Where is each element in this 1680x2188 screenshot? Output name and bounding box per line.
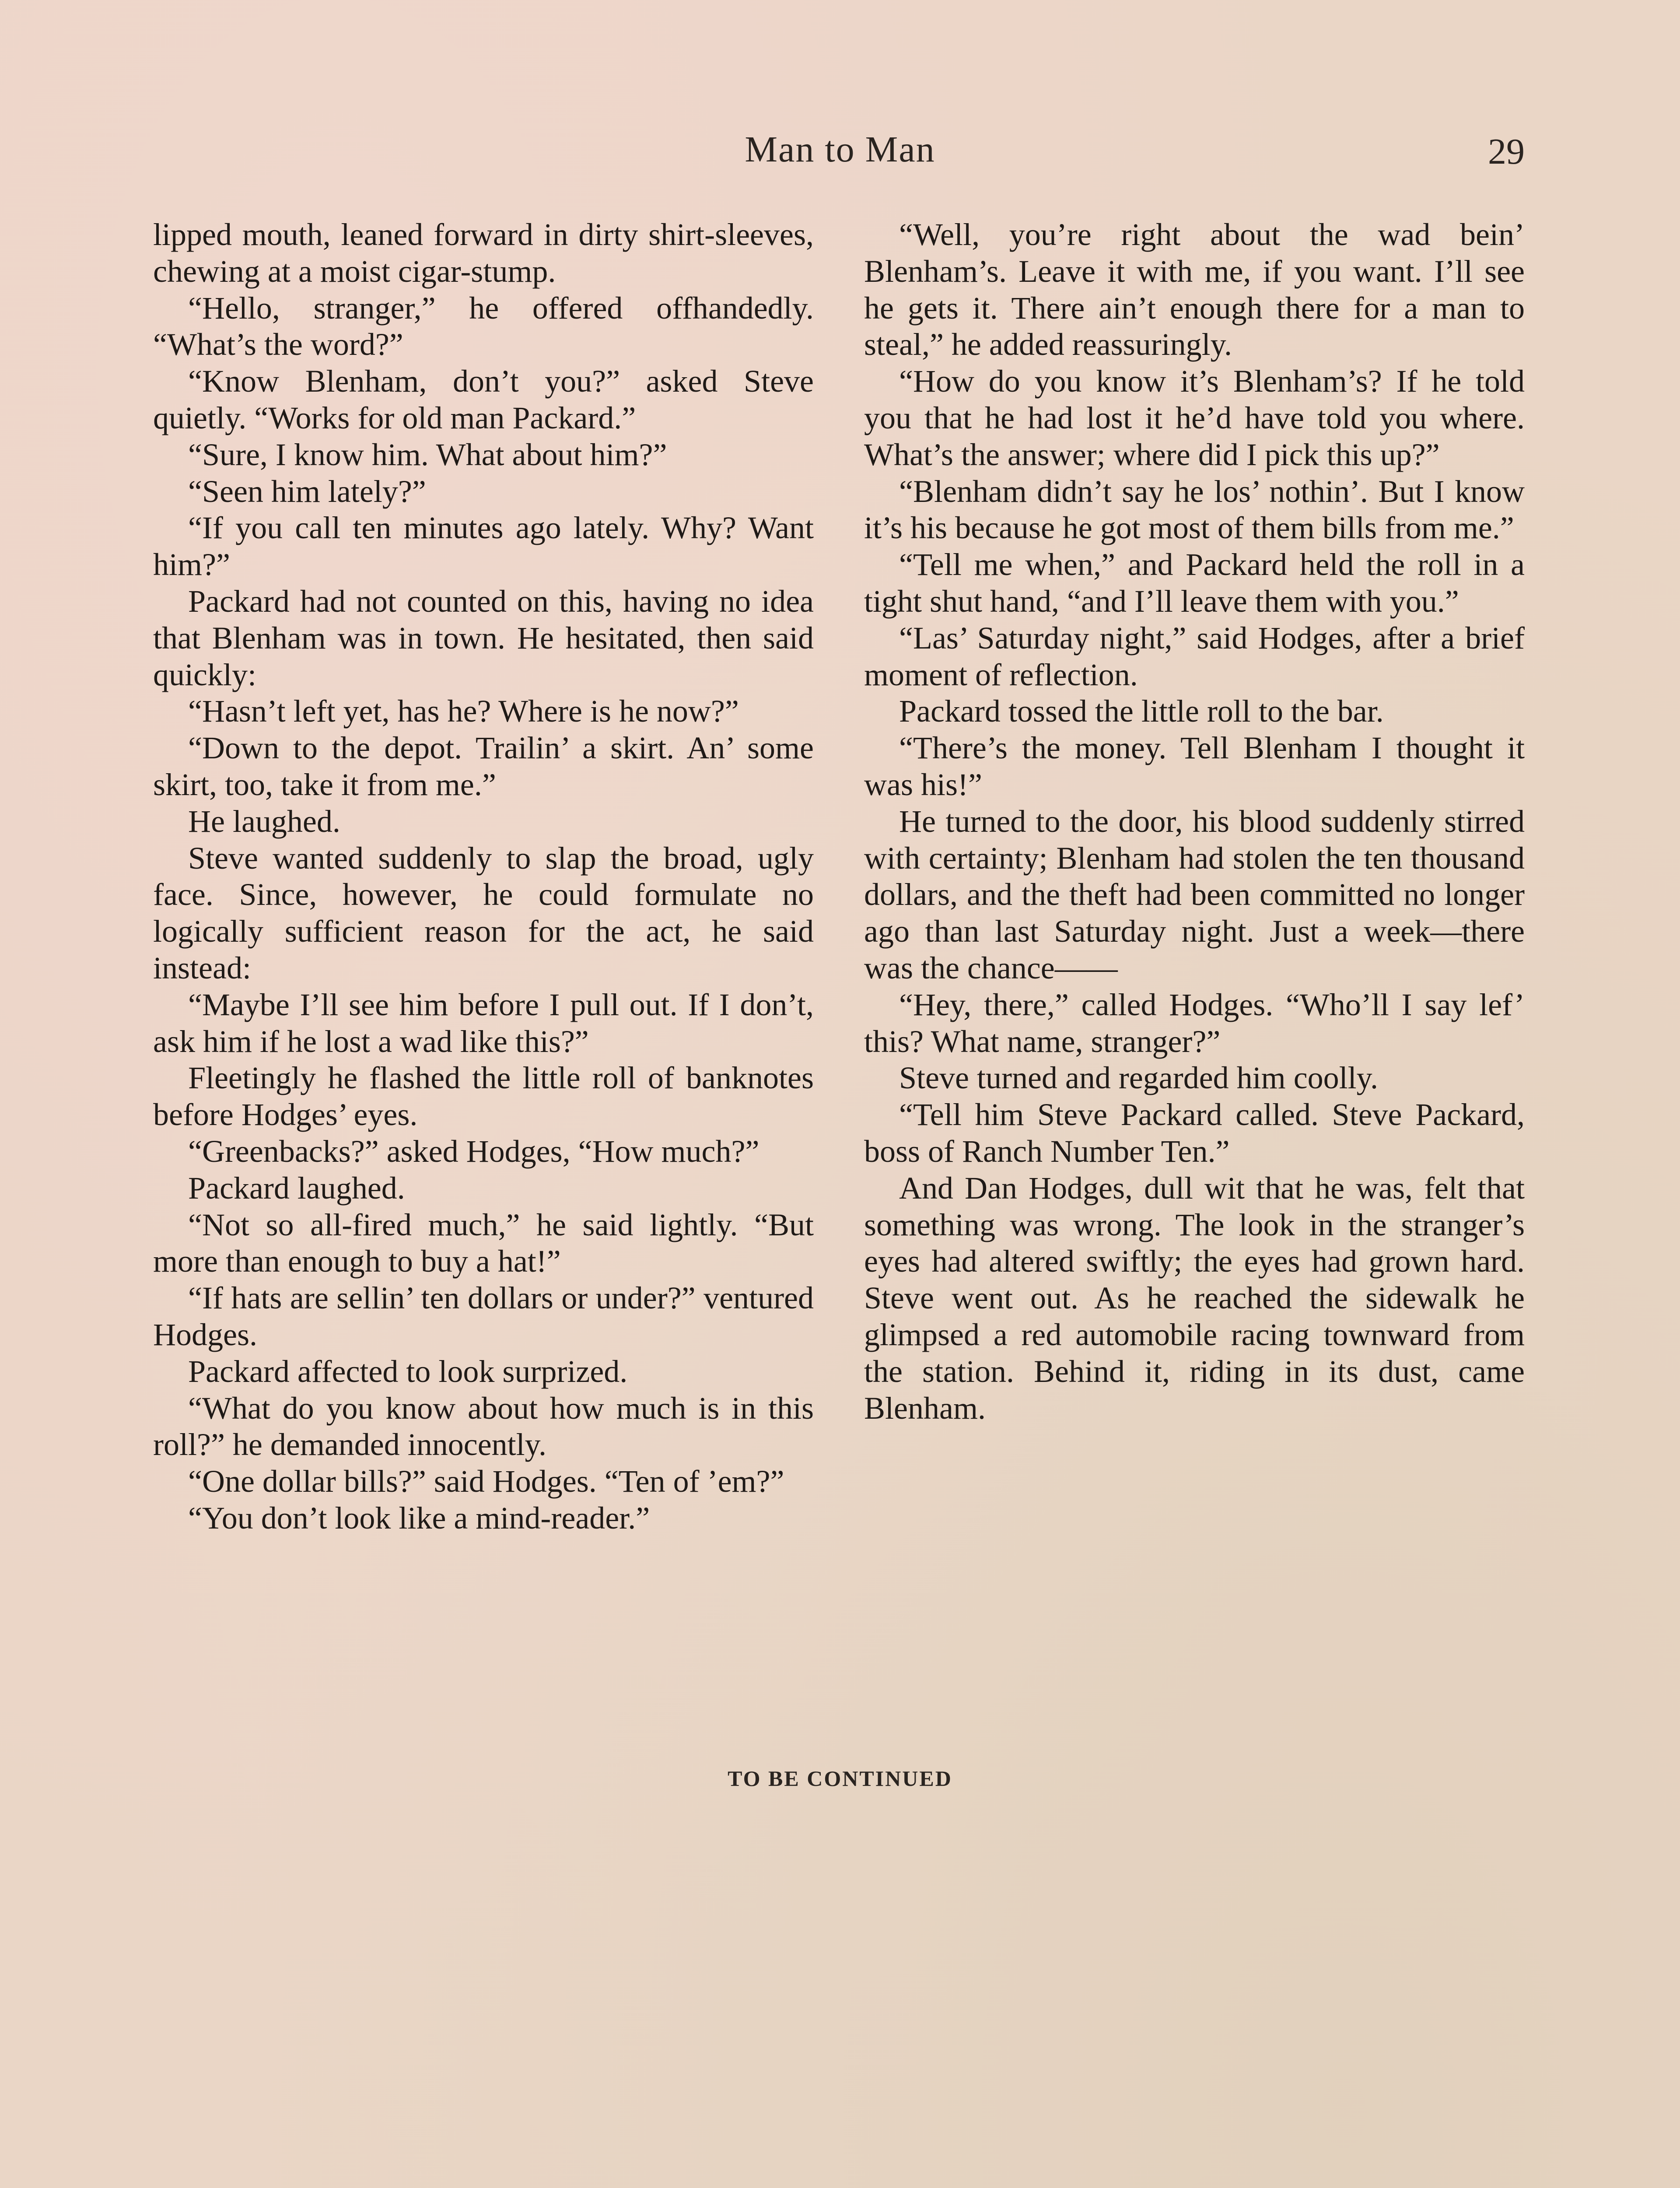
paragraph: Packard laughed. <box>188 1170 405 1206</box>
paragraph: He laughed. <box>188 803 340 839</box>
paragraph: “Las’ Saturday night,” said Hodges, after a brief moment of reflection. <box>864 620 1525 692</box>
paragraph: And Dan Hodges, dull wit that he was, felt that something was wrong. The look in the stranger’s eyes had altered swiftly; the eyes had grown hard. Steve went out. As he reached the sidewalk he glimpsed a red automobile racing townward from the station. Behind it, riding in its dust, came Blenham. <box>864 1170 1525 1426</box>
paragraph: “Down to the depot. Trailin’ a skirt. An’ some skirt, too, take it from me.” <box>153 730 814 802</box>
paragraph: “Well, you’re right about the wad bein’ Blenham’s. Leave it with me, if you want. I’ll see he gets it. There ain’t enough there for a man to steal,” he added reassuringly. <box>864 217 1525 362</box>
paragraph: “Tell him Steve Packard called. Steve Packard, boss of Ranch Number Ten.” <box>864 1097 1525 1169</box>
paragraph: lipped mouth, leaned forward in dirty shirt-sleeves, chewing at a moist cigar-stump. <box>153 217 814 289</box>
paragraph: Packard affected to look surprized. <box>188 1353 628 1389</box>
paragraph: “How do you know it’s Blenham’s? If he told you that he had lost it he’d have told you where. What’s the answer; where did I pick this up?” <box>864 364 1525 472</box>
right-column <box>864 217 1525 1427</box>
paragraph: He turned to the door, his blood suddenly stirred with certainty; Blenham had stolen the ten thousand dollars, and the theft had been committed no longer ago than last Saturday night. Just a week—there was the chance—— <box>864 803 1525 985</box>
paragraph: “Blenham didn’t say he los’ nothin’. But I know it’s his because he got most of them bills from me.” <box>864 473 1525 546</box>
paragraph: Packard had not counted on this, having no idea that Blenham was in town. He hesitated, then said quickly: <box>153 583 814 692</box>
paragraph: Steve turned and regarded him coolly. <box>899 1060 1378 1096</box>
paragraph: “You don’t look like a mind-reader.” <box>188 1500 650 1536</box>
left-column <box>153 217 814 1537</box>
page-number: 29 <box>1488 131 1525 172</box>
paragraph: “Sure, I know him. What about him?” <box>188 437 667 472</box>
paragraph: “Not so all-fired much,” he said lightly. “But more than enough to buy a hat!” <box>153 1207 814 1279</box>
paragraph: Steve wanted suddenly to slap the broad, ugly face. Since, however, he could formulate no logically sufficient reason for the act, he said instead: <box>153 840 814 985</box>
paragraph: “There’s the money. Tell Blenham I thought it was his!” <box>864 730 1525 802</box>
to-be-continued-label: TO BE CONTINUED <box>728 1766 952 1791</box>
paragraph: “Hey, there,” called Hodges. “Who’ll I say lef’ this? What name, stranger?” <box>864 987 1525 1059</box>
paragraph: Fleetingly he flashed the little roll of banknotes before Hodges’ eyes. <box>153 1060 814 1133</box>
paragraph: “If hats are sellin’ ten dollars or under?” ventured Hodges. <box>153 1280 814 1352</box>
paragraph: “If you call ten minutes ago lately. Why? Want him?” <box>153 510 814 582</box>
paragraph: Packard tossed the little roll to the bar. <box>899 694 1384 729</box>
paragraph: “Hello, stranger,” he offered offhandedly. “What’s the word?” <box>153 290 814 362</box>
paragraph: “Greenbacks?” asked Hodges, “How much?” <box>188 1133 760 1169</box>
paragraph: “Know Blenham, don’t you?” asked Steve quietly. “Works for old man Packard.” <box>153 364 814 435</box>
running-title: Man to Man <box>745 129 935 170</box>
paragraph: “One dollar bills?” said Hodges. “Ten of ’em?” <box>188 1464 784 1499</box>
paragraph: “What do you know about how much is in this roll?” he demanded innocently. <box>153 1390 814 1462</box>
paragraph: “Maybe I’ll see him before I pull out. If I don’t, ask him if he lost a wad like this?” <box>153 987 814 1059</box>
paragraph: “Seen him lately?” <box>188 473 426 509</box>
paragraph: “Hasn’t left yet, has he? Where is he now?” <box>188 694 739 729</box>
paragraph: “Tell me when,” and Packard held the roll in a tight shut hand, “and I’ll leave them with you.” <box>864 547 1525 619</box>
